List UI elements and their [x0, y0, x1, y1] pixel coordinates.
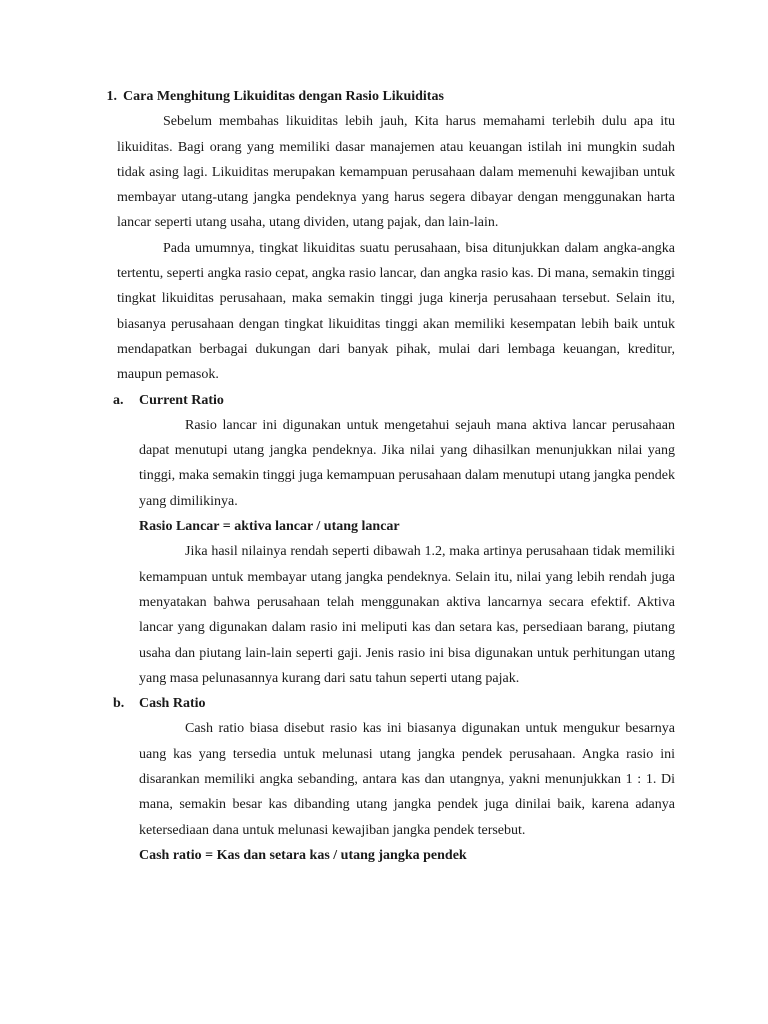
intro-paragraph-1: Sebelum membahas likuiditas lebih jauh, Kita harus memahami terlebih dulu apa itu likuiditas. Bagi orang yang memiliki dasar manajemen atau keuangan istilah ini mungkin sudah tidak asing lagi. Likuiditas merupakan kemampuan perusahaan dalam memenuhi kewajiban untuk membayar utang-utang jangka pendeknya yang harus segera dibayar dengan menggunakan harta lancar seperti utang usaha, utang dividen, utang pajak, dan lain-lain.: [117, 114, 675, 231]
document-body: [93, 84, 675, 868]
section-heading: [93, 84, 675, 109]
subsection-a-title: Current Ratio: [139, 392, 224, 408]
subsection-b-heading: [93, 691, 675, 716]
subsection-b-letter: b.: [113, 696, 125, 712]
intro-paragraph-2: Pada umumnya, tingkat likuiditas suatu perusahaan, bisa ditunjukkan dalam angka-angka tertentu, seperti angka rasio cepat, angka rasio lancar, dan angka rasio kas. Di mana, semakin tinggi tingkat likuiditas perusahaan, maka semakin tinggi juga kinerja perusahaan tersebut. Selain itu, biasanya perusahaan dengan tingkat likuiditas tinggi akan memiliki kesempatan lebih baik untuk mendapatkan berbagai dukungan dari banyak pihak, mulai dari lembaga keuangan, kreditur, maupun pemasok.: [117, 240, 675, 383]
subsection-a-formula: Rasio Lancar = aktiva lancar / utang lancar: [139, 519, 400, 535]
subsection-b-paragraph-1: Cash ratio biasa disebut rasio kas ini biasanya digunakan untuk mengukur besarnya uang kas yang tersedia untuk melunasi utang jangka pendek perusahaan. Angka rasio ini disarankan memiliki angka sebanding, antara kas dan utangnya, yakni menunjukkan 1 : 1. Di mana, semakin besar kas dibanding utang jangka pendek juga dinilai baik, karena adanya ketersediaan dana untuk melunasi kewajiban jangka pendek tersebut.: [139, 721, 675, 838]
subsection-a-heading: [93, 388, 675, 413]
subsection-b-title: Cash Ratio: [139, 696, 206, 712]
section-title: Cara Menghitung Likuiditas dengan Rasio Likuiditas: [123, 89, 444, 104]
section-number: 1.: [106, 89, 117, 104]
subsection-a-paragraph-1: Rasio lancar ini digunakan untuk mengetahui sejauh mana aktiva lancar perusahaan dapat menutupi utang jangka pendeknya. Jika nilai yang dihasilkan menunjukkan nilai yang tinggi, maka semakin tinggi juga kemampuan perusahaan dalam menutupi utang jangka pendek yang dimilikinya.: [139, 417, 675, 509]
subsection-a-letter: a.: [113, 392, 124, 408]
subsection-a-paragraph-2: Jika hasil nilainya rendah seperti dibawah 1.2, maka artinya perusahaan tidak memiliki kemampuan untuk membayar utang jangka pendeknya. Selain itu, nilai yang lebih rendah juga menyatakan bahwa perusahaan telah menggunakan aktiva lancarnya secara efektif. Aktiva lancar yang digunakan dalam rasio ini meliputi kas dan setara kas, persediaan barang, piutang usaha dan piutang lain-lain seperti gaji. Jenis rasio ini bisa digunakan untuk perhitungan utang yang masa pelunasannya kurang dari satu tahun seperti utang pajak.: [139, 544, 675, 686]
subsection-b-formula: Cash ratio = Kas dan setara kas / utang jangka pendek: [139, 847, 467, 863]
